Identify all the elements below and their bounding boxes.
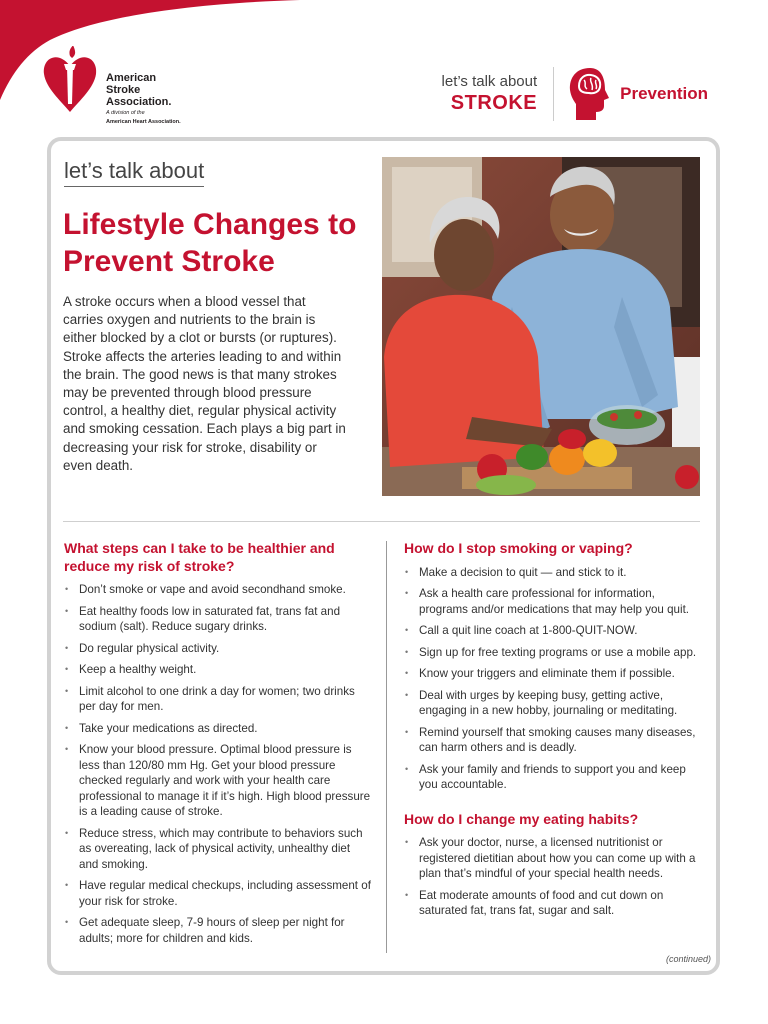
list-item: • Remind yourself that smoking causes many diseases, can harm others and is deadly. — [404, 725, 700, 756]
heart-torch-icon — [42, 46, 98, 116]
section-heading: What steps can I take to be healthier and reduce my risk of stroke? — [64, 540, 335, 574]
category-label: Prevention — [620, 84, 708, 103]
org-name-line: Stroke — [106, 84, 141, 96]
list-item: • Limit alcohol to one drink a day for women; two drinks per day for men. — [64, 684, 372, 715]
list-item: • Know your blood pressure. Optimal blood pressure is less than 120/80 mm Hg. Get your blood pressure checked regularly and work with your health care professional to manage it if it’s high. High blood pressure is a leading cause of stroke. — [64, 742, 372, 820]
series-header — [442, 66, 708, 122]
org-name-line: Association. — [106, 96, 172, 108]
eating-habits-list — [404, 835, 700, 919]
list-item: • Don’t smoke or vape and avoid secondhand smoke. — [64, 582, 372, 598]
list-item: • Ask your doctor, nurse, a licensed nutritionist or registered dietitian about how you can come up with a plan that’s mindful of your special health needs. — [404, 835, 700, 882]
list-item: • Know your triggers and eliminate them if possible. — [404, 666, 700, 682]
organization-logo — [42, 46, 181, 125]
list-item: • Deal with urges by keeping busy, getting active, engaging in a new hobby, journaling or meditating. — [404, 688, 700, 719]
series-tag-big: STROKE — [450, 92, 538, 114]
quit-smoking-section — [404, 540, 700, 925]
list-item: • Ask your family and friends to support you and keep you accountable. — [404, 762, 700, 793]
intro-paragraph: A stroke occurs when a blood vessel that carries oxygen and nutrients to the brain is either blocked by a clot or bursts (or ruptures). Stroke affects the arteries leading to and within the brain. The good news is that many strokes may be prevented through blood pressure control, a healthy diet, regular physical activity and smoking cessation. Each plays a big part in decreasing your risk for stroke, disability or even death. — [63, 294, 346, 473]
list-item: • Do regular physical activity. — [64, 641, 372, 657]
header-divider — [553, 67, 554, 121]
healthy-steps-list — [64, 582, 372, 946]
section-divider — [63, 521, 700, 522]
org-sub-line: A division of the — [106, 110, 145, 116]
quit-smoking-list — [404, 565, 700, 793]
section-heading: How do I stop smoking or vaping? — [404, 540, 633, 556]
list-item: • Take your medications as directed. — [64, 721, 372, 737]
list-item: • Sign up for free texting programs or use a mobile app. — [404, 645, 700, 661]
list-item: • Keep a healthy weight. — [64, 662, 372, 678]
continued-note: (continued) — [665, 954, 711, 964]
column-divider — [386, 541, 387, 953]
section-heading: How do I change my eating habits? — [404, 810, 639, 827]
org-name-line: American — [106, 72, 157, 84]
list-item: • Eat moderate amounts of food and cut down on saturated fat, trans fat, sugar and salt. — [404, 888, 700, 919]
healthy-steps-section — [64, 540, 372, 952]
couple-cooking-photo — [382, 157, 700, 496]
list-item: • Call a quit line coach at 1-800-QUIT-NOW. — [404, 623, 700, 639]
list-item: • Reduce stress, which may contribute to behaviors such as overeating, lack of physical activity, unhealthy diet and smoking. — [64, 826, 372, 873]
list-item: • Ask a health care professional for information, programs and/or medications that may help you quit. — [404, 586, 700, 617]
org-sub-line: American Heart Association. — [106, 118, 181, 125]
list-item: • Have regular medical checkups, including assessment of your risk for stroke. — [64, 878, 372, 909]
series-kicker: let’s talk about — [64, 158, 204, 187]
page-title: Lifestyle Changes to Prevent Stroke — [63, 208, 357, 278]
series-tag-small: let’s talk about — [441, 73, 538, 90]
brain-head-icon — [568, 66, 612, 122]
list-item: • Make a decision to quit — and stick to it. — [404, 565, 700, 581]
list-item: • Eat healthy foods low in saturated fat, trans fat and sodium (salt). Reduce sugary drinks. — [64, 604, 372, 635]
list-item: • Get adequate sleep, 7-9 hours of sleep per night for adults; more for children and kids. — [64, 915, 372, 946]
